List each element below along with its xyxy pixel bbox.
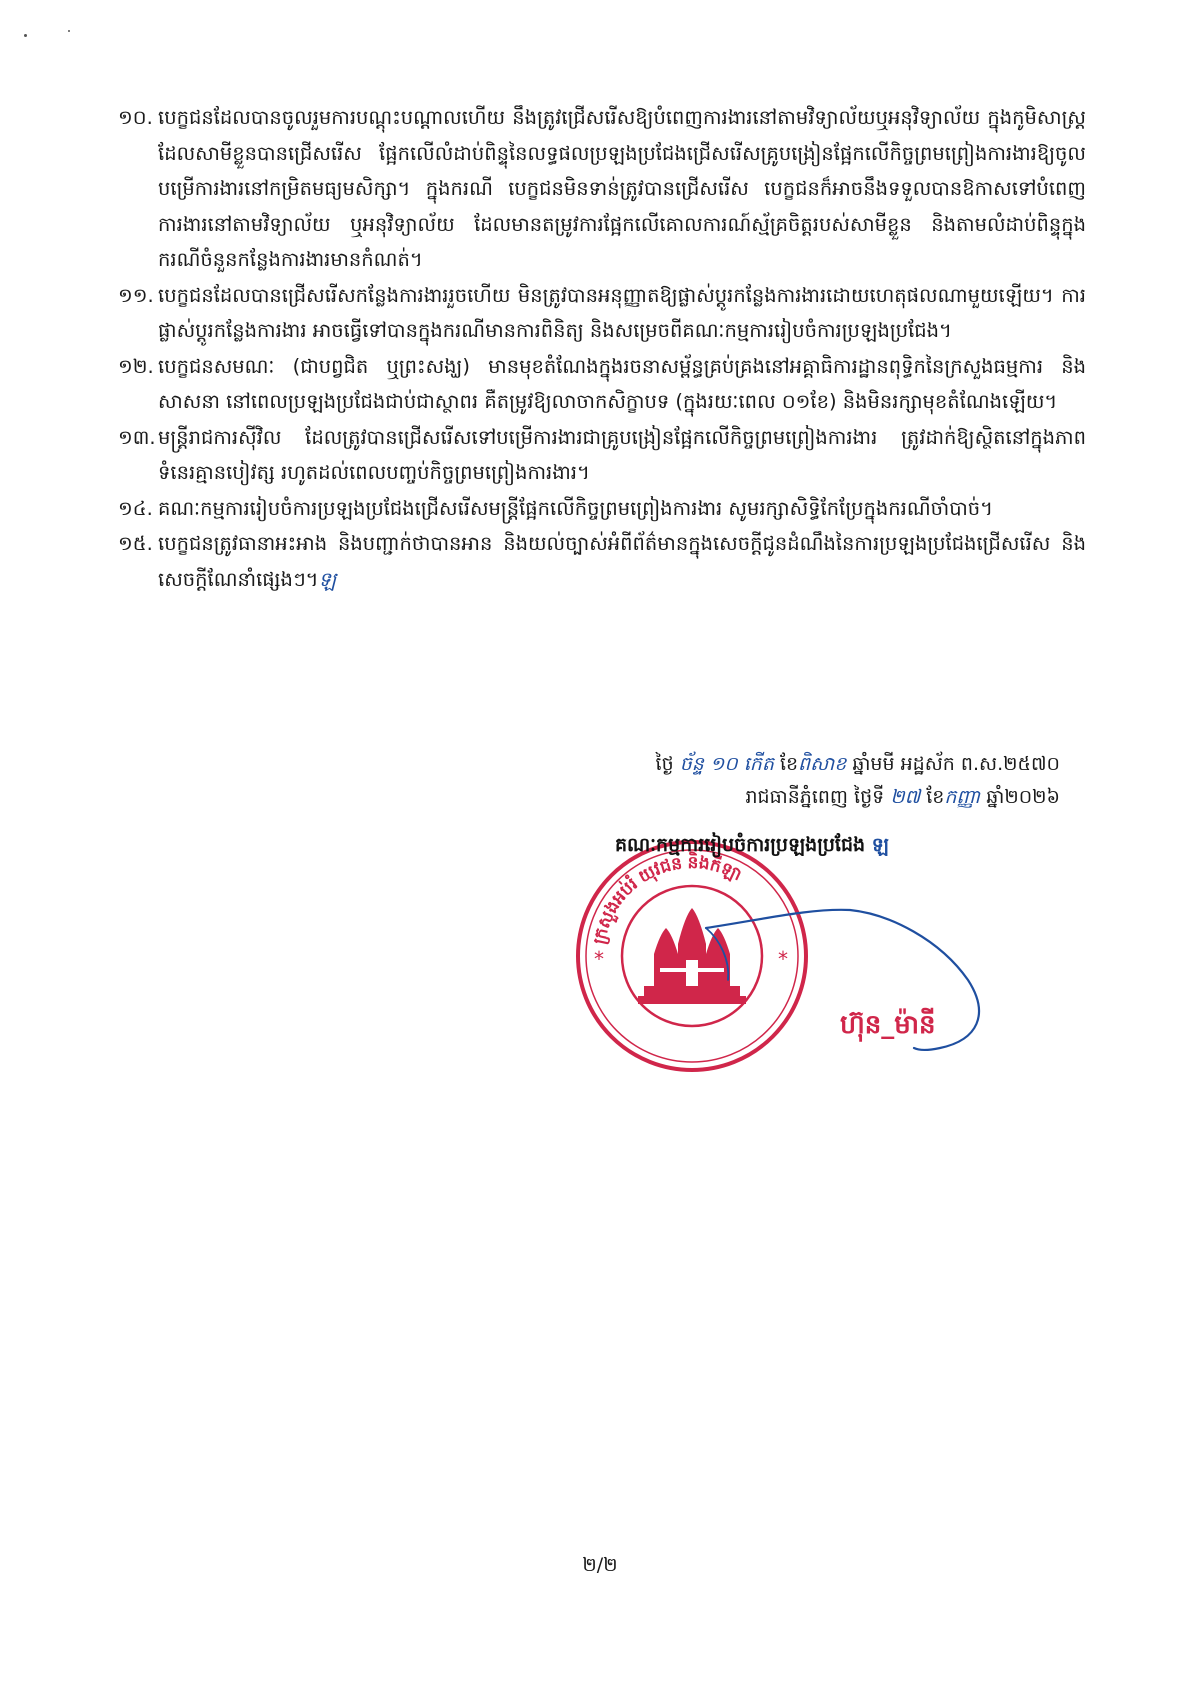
committee-title: គណៈកម្មការរៀបចំការប្រឡងប្រជែង (615, 834, 866, 856)
item-number: ១៤. (118, 496, 153, 520)
item-text: មន្ត្រីរាជការស៊ីវិល ដែលត្រូវបានជ្រើសរើសទៅបម្រើការងារជាគ្រូបង្រៀនផ្អែកលើកិច្ចព្រមព្រៀងការងារ ត្រូវដាក់ឱ្យស្ថិតនៅក្នុងភាពទំនេរគ្មានបៀវត្ស រហូតដល់ពេលបញ្ចប់កិច្ចព្រមព្រៀងការងារ។ (158, 425, 1086, 484)
item-text-wrap (158, 526, 1086, 597)
page-number: ២/២ (582, 1554, 618, 1576)
lunar-date-line (500, 748, 1060, 781)
solar-date-line (500, 781, 1060, 814)
list-item (118, 526, 1086, 597)
lunar-prefix: ថ្ងៃ (655, 753, 674, 775)
item-number: ១៣. (118, 425, 156, 449)
lunar-month-handwritten: ពិសាខ (798, 753, 847, 775)
svg-text:*: * (778, 947, 788, 971)
date-block (500, 748, 1060, 814)
solar-year: ឆ្នាំ២០២៦ (986, 786, 1060, 808)
scan-speck (68, 30, 70, 32)
item-text: បេក្ខជនត្រូវធានាអះអាង និងបញ្ជាក់ថាបានអាន និងយល់ច្បាស់អំពីព័ត៌មានក្នុងសេចក្តីជូនដំណឹងនៃការប្រឡងប្រជែងជ្រើសរើស និងសេចក្តីណែនាំផ្សេងៗ។ (158, 532, 1086, 591)
seal-ring-text: ក្រសួងអប់រំ យុវជន និងកីឡា (589, 852, 745, 946)
item-number: ១០. (118, 106, 153, 129)
handwritten-initial-mark: ឡ (318, 567, 337, 591)
committee-handwritten-initial: ឡ (871, 834, 889, 856)
lunar-year: ឆ្នាំមមី អដ្ឋស័ក ព.ស.២៥៧០ (852, 753, 1060, 775)
list-item (118, 278, 1086, 349)
solar-month-handwritten: កញ្ញា (944, 786, 981, 808)
item-number: ១២. (118, 354, 154, 378)
scan-speck (24, 34, 27, 37)
committee-title-line (615, 833, 889, 861)
solar-prefix: រាជធានីភ្នំពេញ ថ្ងៃទី (745, 786, 885, 808)
solar-month-prefix: ខែ (926, 786, 945, 808)
item-text: បេក្ខជនដែលបានចូលរួមការបណ្តុះបណ្តាលហើយ នឹងត្រូវជ្រើសរើសឱ្យបំពេញការងារនៅតាមវិទ្យាល័យឬអនុវិទ្យាល័យ ក្នុងកូមិសាស្ត្រដែលសាមីខ្លួនបានជ្រើសរើស ផ្អែកលើលំដាប់ពិន្ទុនៃលទ្ធផលប្រឡងប្រជែងជ្រើសរើសគ្រូបង្រៀនផ្អែកលើកិច្ចព្រមព្រៀងការងារឱ្យចូលបម្រើការងារនៅកម្រិតមធ្យមសិក្សា។ ក្នុងករណី បេក្ខជនមិនទាន់ត្រូវបានជ្រើសរើស បេក្ខជនក៏អាចនឹងទទួលបានឱកាសទៅបំពេញការងារនៅតាមវិទ្យាល័យ ឬអនុវិទ្យាល័យ ដែលមានតម្រូវការផ្អែកលើគោលការណ៍ស្ម័គ្រចិត្តរបស់សាមីខ្លួន និងតាមលំដាប់ពិន្ទុក្នុងករណីចំនួនកន្លែងការងារមានកំណត់។ (158, 106, 1086, 271)
item-text: គណៈកម្មការរៀបចំការប្រឡងប្រជែងជ្រើសរើសមន្ត្រីផ្អែកលើកិច្ចព្រមព្រៀងការងារ សូមរក្សាសិទ្ធិកែប្រែក្នុងករណីចាំបាច់។ (158, 496, 993, 520)
solar-day-handwritten: ២៧ (890, 786, 921, 808)
item-text: បេក្ខជនសមណៈ (ជាបព្វជិត ឬព្រះសង្ឃ) មានមុខតំណែងក្នុងរចនាសម្ព័ន្ធគ្រប់គ្រងនៅអគ្គាធិការដ្ឋានពុទ្ធិកនៃក្រសួងធម្មការ និងសាសនា នៅពេលប្រឡងប្រជែងជាប់ជាស្ថាពរ គឺតម្រូវឱ្យលាចាកសិក្ខាបទ (ក្នុងរយៈពេល ០១ខែ) និងមិនរក្សាមុខតំណែងឡើយ។ (158, 354, 1086, 413)
lunar-month-prefix: ខែ (779, 753, 799, 775)
conditions-list (118, 100, 1086, 597)
svg-text:*: * (594, 947, 604, 971)
item-number: ១៥. (118, 532, 153, 555)
lunar-phase-handwritten: ១០ កើត (709, 753, 774, 775)
item-number: ១១. (118, 283, 154, 307)
item-text: បេក្ខជនដែលបានជ្រើសរើសកន្លែងការងាររួចហើយ មិនត្រូវបានអនុញ្ញាតឱ្យផ្លាស់ប្តូរកន្លែងការងារដោយហេតុផលណាមួយឡើយ។ ការផ្លាស់ប្តូរកន្លែងការងារ អាចធ្វើទៅបានក្នុងករណីមានការពិនិត្យ និងសម្រេចពីគណៈកម្មការរៀបចំការប្រឡងប្រជែង។ (158, 283, 1086, 342)
list-item (118, 100, 1086, 278)
lunar-day-handwritten: ច័ន្ទ (679, 753, 704, 775)
signer-name: ហ៊ុន_ម៉ានី (840, 1010, 936, 1040)
list-item (118, 420, 1086, 491)
list-item (118, 349, 1086, 420)
list-item (118, 491, 1086, 527)
